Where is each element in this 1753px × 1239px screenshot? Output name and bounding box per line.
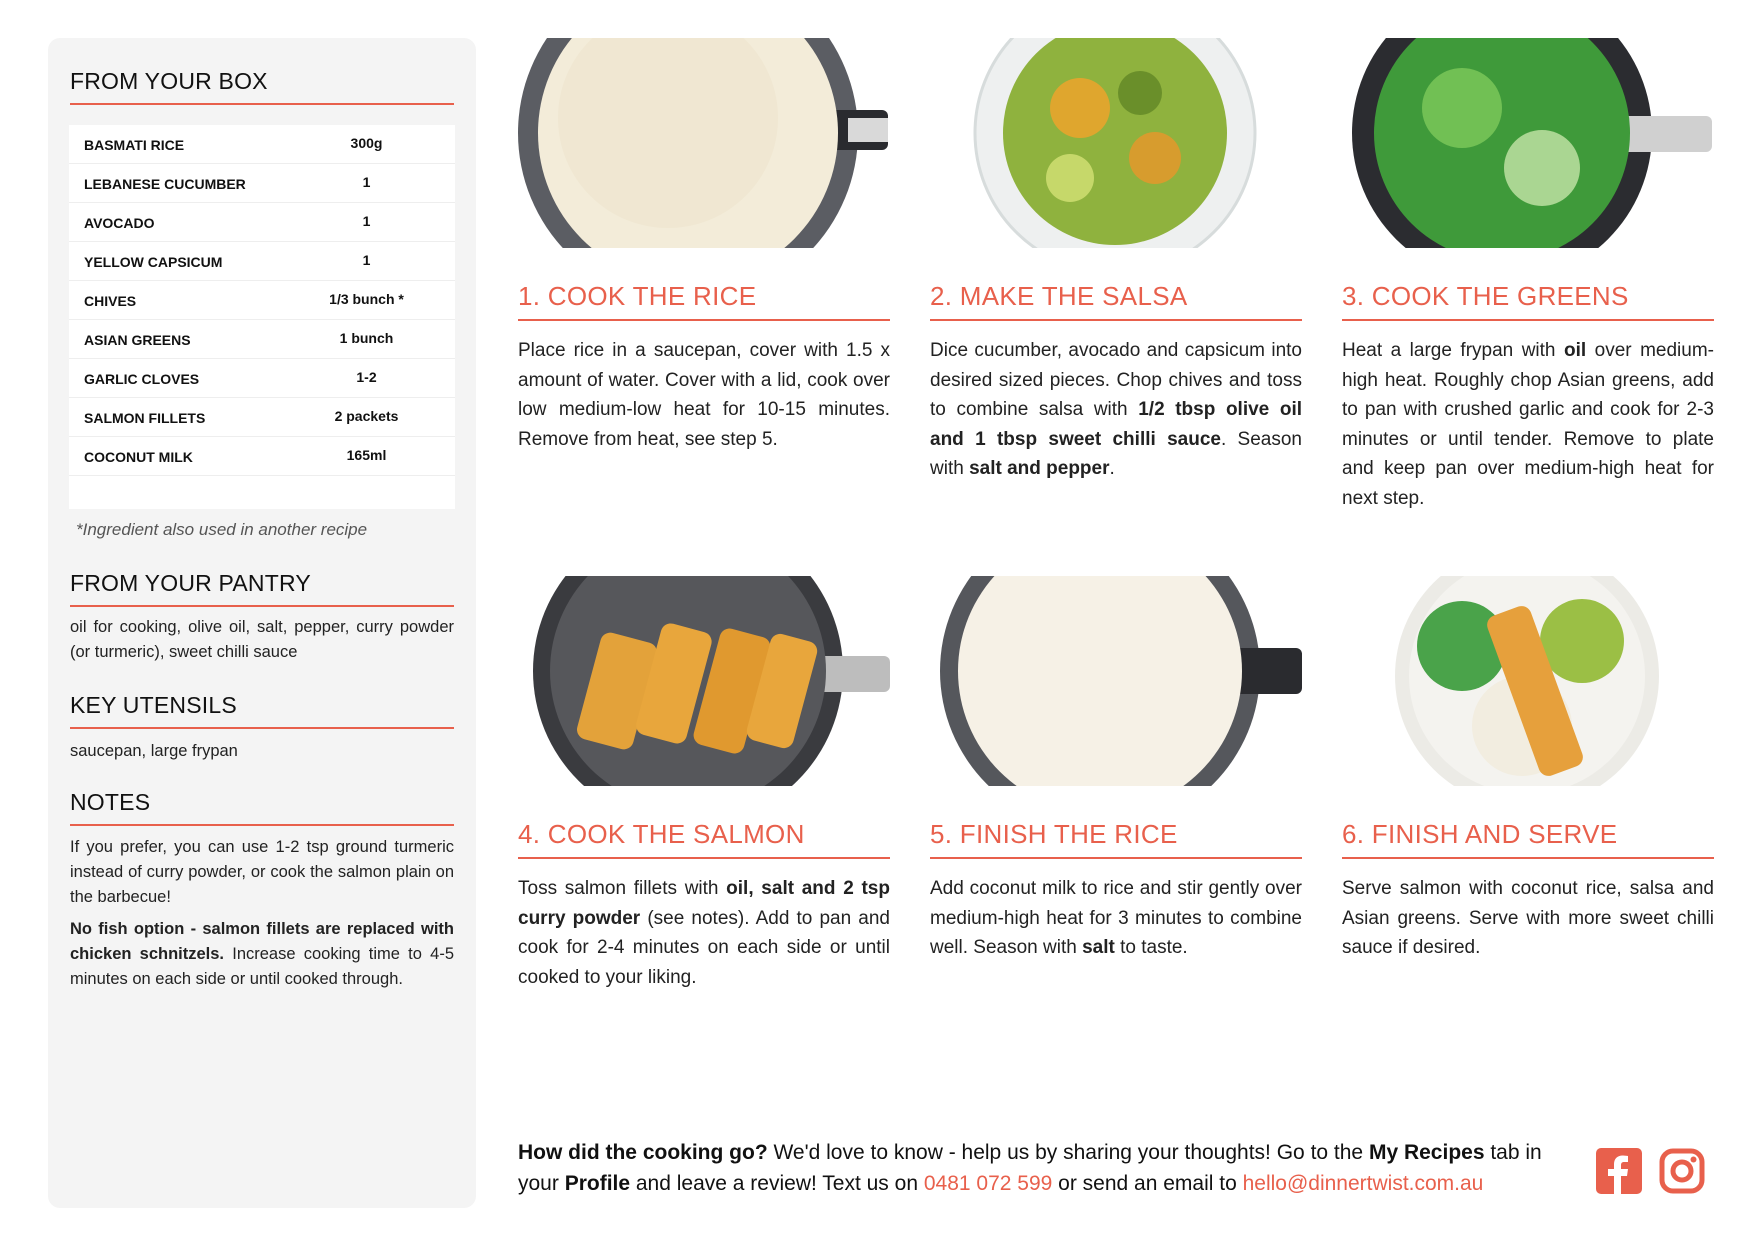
- step-text-bold: salt: [1082, 937, 1115, 958]
- step-text-part: Heat a large frypan with: [1342, 340, 1564, 361]
- ingredient-name: YELLOW CAPSICUM: [84, 254, 223, 270]
- step-text-bold: oil: [1563, 340, 1587, 361]
- ingredient-qty: 1/3 bunch *: [329, 291, 404, 307]
- ingredient-row: [69, 125, 455, 164]
- ingredient-row: [69, 359, 455, 398]
- notes-rest: Increase cooking time to 4-5 minutes on each side or until cooked through.: [70, 945, 455, 988]
- step-title: 1. COOK THE RICE: [518, 281, 890, 321]
- step-text-bold: oil, salt and 2 tsp curry powder: [518, 878, 890, 929]
- step-text: [518, 874, 890, 992]
- ingredient-footnote: *Ingredient also used in another recipe: [76, 520, 368, 539]
- footer-bold: How did the cooking go?: [518, 1141, 768, 1164]
- step-text-part: Toss salmon fillets with: [518, 878, 727, 899]
- step-title: 2. MAKE THE SALSA: [930, 281, 1302, 321]
- step-title: 3. COOK THE GREENS: [1342, 281, 1714, 321]
- pantry-title: FROM YOUR PANTRY: [70, 570, 454, 607]
- photo-greens-pan: [1342, 38, 1714, 248]
- step-text-part: Dice cucumber, avocado and capsicum into desired sized pieces. Chop chives and toss to combine salsa with: [930, 340, 1302, 420]
- step-title: 4. COOK THE SALMON: [518, 819, 890, 859]
- ingredient-qty: 300g: [350, 135, 383, 151]
- ingredient-row: [69, 398, 455, 437]
- footer-bold: Profile: [564, 1172, 631, 1195]
- step-text-part: Serve salmon with coconut rice, salsa and Asian greens. Serve with more sweet chilli sauce if desired.: [1342, 878, 1714, 958]
- ingredient-name: CHIVES: [84, 293, 137, 309]
- review-footer: [518, 1137, 1578, 1199]
- step-title: 6. FINISH AND SERVE: [1342, 819, 1714, 859]
- sidebar: [48, 38, 476, 1208]
- utensils-title: KEY UTENSILS: [70, 692, 454, 729]
- ingredient-name: ASIAN GREENS: [84, 332, 191, 348]
- ingredient-qty: 1-2: [356, 369, 377, 385]
- step-text-bold: salt and pepper: [969, 458, 1110, 479]
- notes-text: If you prefer, you can use 1-2 tsp ground turmeric instead of curry powder, or cook the salmon plain on the barbecue!: [70, 838, 454, 906]
- photo-coconut-rice-pan: [930, 576, 1302, 786]
- footer-contact-link[interactable]: hello@dinnertwist.com.au: [1242, 1172, 1484, 1195]
- ingredient-qty: 1 bunch: [339, 330, 394, 346]
- photo-salmon-pan: [518, 576, 890, 786]
- ingredient-qty: 165ml: [346, 447, 387, 463]
- ingredient-qty: 1: [362, 252, 371, 268]
- box-title: FROM YOUR BOX: [70, 68, 454, 105]
- ingredient-row: [69, 164, 455, 203]
- step-text-part: (see notes). Add to pan and cook for 2-4 minutes on each side or until cooked to your liking.: [518, 907, 890, 988]
- photo-finished-plate: [1342, 576, 1714, 786]
- notes-no-fish: [70, 917, 454, 992]
- footer-bold: My Recipes: [1368, 1141, 1485, 1164]
- footer-text: tab in your: [518, 1141, 1542, 1195]
- step-text-part: .: [1109, 458, 1115, 479]
- ingredient-name: BASMATI RICE: [84, 137, 185, 153]
- ingredient-row: [69, 320, 455, 359]
- step-text-part: Add coconut milk to rice and stir gently over medium-high heat for 3 minutes to combine well. Season with: [930, 878, 1302, 958]
- step-text-bold: 1/2 tbsp olive oil and 1 tbsp sweet chilli sauce: [930, 399, 1302, 450]
- ingredient-row: [69, 242, 455, 281]
- footer-text: or send an email to: [1052, 1172, 1243, 1195]
- ingredient-name: GARLIC CLOVES: [84, 371, 200, 387]
- ingredient-qty: 1: [362, 213, 371, 229]
- photo-salsa-bowl: [930, 38, 1302, 248]
- footer-contact-link[interactable]: 0481 072 599: [923, 1172, 1053, 1195]
- footer-text: We'd love to know - help us by sharing your thoughts! Go to the: [767, 1141, 1369, 1164]
- ingredient-table: [69, 125, 455, 509]
- instagram-icon[interactable]: [1659, 1148, 1705, 1194]
- notes-title: NOTES: [70, 789, 454, 826]
- step-text: [1342, 874, 1714, 963]
- step-text-part: . Season with: [930, 428, 1302, 479]
- ingredient-row: [69, 281, 455, 320]
- step-text: [518, 336, 890, 454]
- step-text: [930, 336, 1302, 484]
- ingredient-name: AVOCADO: [84, 215, 155, 231]
- step-text: [1342, 336, 1714, 513]
- ingredient-name: COCONUT MILK: [84, 449, 193, 465]
- notes-bold: No fish option - salmon fillets are replaced with chicken schnitzels.: [70, 920, 454, 963]
- ingredient-row: [69, 203, 455, 242]
- step-text-part: to taste.: [1114, 937, 1188, 958]
- pantry-text: oil for cooking, olive oil, salt, pepper, curry powder (or turmeric), sweet chilli sauce: [70, 618, 454, 661]
- facebook-icon[interactable]: [1596, 1148, 1642, 1194]
- photo-rice-pan: [518, 38, 890, 248]
- footer-text: and leave a review! Text us on: [630, 1172, 924, 1195]
- utensils-text: saucepan, large frypan: [70, 742, 238, 760]
- step-title: 5. FINISH THE RICE: [930, 819, 1302, 859]
- step-text-part: Place rice in a saucepan, cover with 1.5 x amount of water. Cover with a lid, cook over low medium-low heat for 10-15 minutes. Remove from heat, see step 5.: [518, 340, 890, 450]
- ingredient-qty: 1: [362, 174, 371, 190]
- step-text-part: over medium-high heat. Roughly chop Asian greens, add to pan with crushed garlic and cook for 2-3 minutes or until tender. Remove to plate and keep pan over medium-high heat for next step.: [1342, 340, 1714, 509]
- ingredient-name: SALMON FILLETS: [84, 410, 206, 426]
- ingredient-qty: 2 packets: [334, 408, 399, 424]
- ingredient-row: [69, 437, 455, 476]
- ingredient-name: LEBANESE CUCUMBER: [84, 176, 246, 192]
- step-text: [930, 874, 1302, 963]
